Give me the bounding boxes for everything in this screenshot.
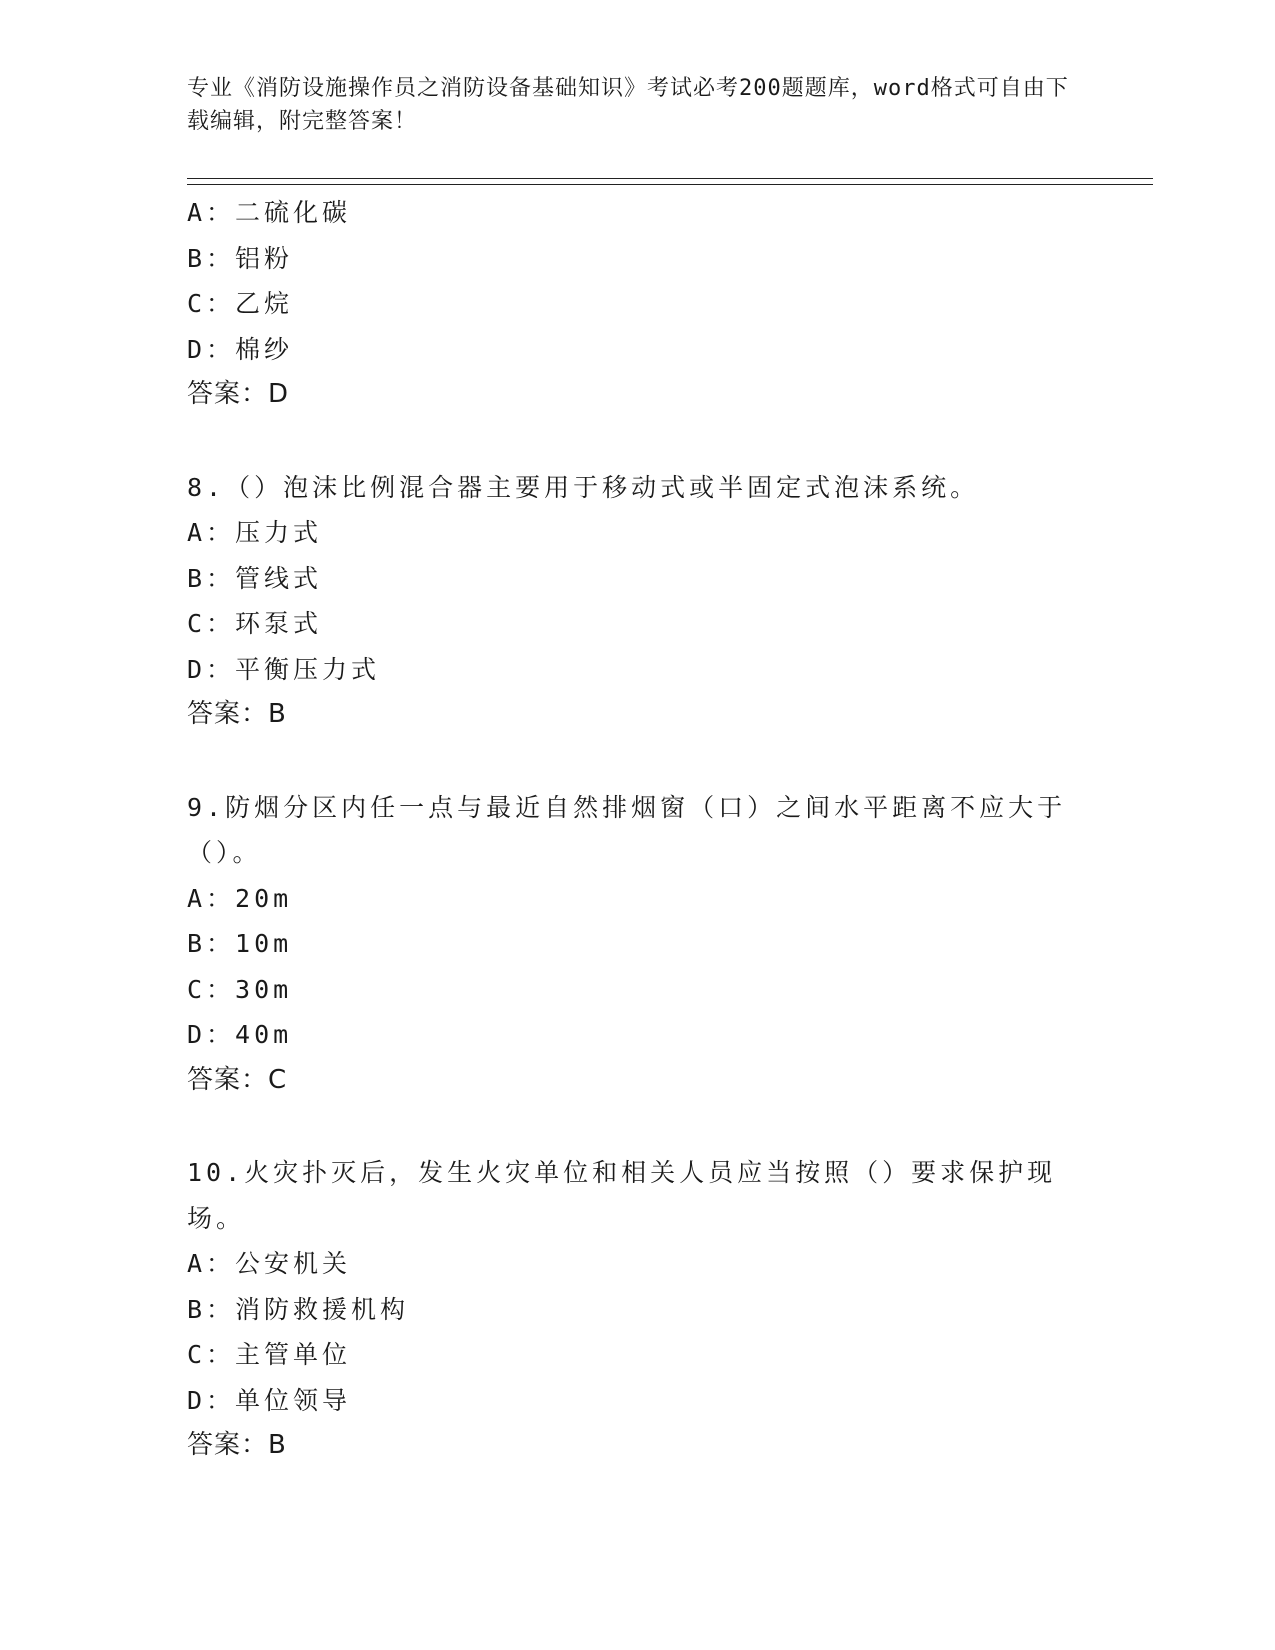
option-d: D：棉纱 xyxy=(187,334,294,364)
answer-line: 答案：D xyxy=(187,379,290,409)
header-divider xyxy=(187,178,1153,185)
question-8 xyxy=(187,465,1087,738)
option-d: D：40m xyxy=(187,1020,293,1049)
option-c: C：乙烷 xyxy=(187,289,294,318)
answer-line: 答案：B xyxy=(187,699,287,729)
option-c: C：30m xyxy=(187,974,293,1004)
option-b: B：管线式 xyxy=(187,563,323,593)
spacer xyxy=(187,418,1087,465)
question-text: 8.（）泡沫比例混合器主要用于移动式或半固定式泡沫系统。 xyxy=(187,472,980,502)
option-d: D：平衡压力式 xyxy=(187,654,381,684)
option-b: B：10m xyxy=(187,929,293,958)
spacer xyxy=(187,738,1087,785)
question-partial xyxy=(187,190,1087,418)
option-a: A：公安机关 xyxy=(187,1249,352,1278)
option-a: A：20m xyxy=(187,883,293,913)
option-c: C：主管单位 xyxy=(187,1340,352,1369)
spacer xyxy=(187,1103,1087,1150)
question-text: 10.火灾扑灭后，发生火灾单位和相关人员应当按照（）要求保护现场。 xyxy=(187,1158,1057,1233)
question-text: 9.防烟分区内任一点与最近自然排烟窗（口）之间水平距离不应大于（）。 xyxy=(187,792,1067,867)
option-a: A：二硫化碳 xyxy=(187,198,352,227)
answer-line: 答案：C xyxy=(187,1064,288,1095)
option-a: A：压力式 xyxy=(187,518,323,547)
option-d: D：单位领导 xyxy=(187,1385,352,1415)
option-c: C：环泵式 xyxy=(187,609,323,638)
page-header-title: 专业《消防设施操作员之消防设备基础知识》考试必考200题题库，word格式可自由下载编辑，附完整答案！ xyxy=(187,76,1069,134)
question-10 xyxy=(187,1150,1087,1469)
option-b: B：消防救援机构 xyxy=(187,1294,410,1324)
question-9 xyxy=(187,785,1087,1104)
option-b: B：铝粉 xyxy=(187,243,294,273)
question-list xyxy=(187,190,1087,1469)
answer-line: 答案：B xyxy=(187,1430,287,1460)
